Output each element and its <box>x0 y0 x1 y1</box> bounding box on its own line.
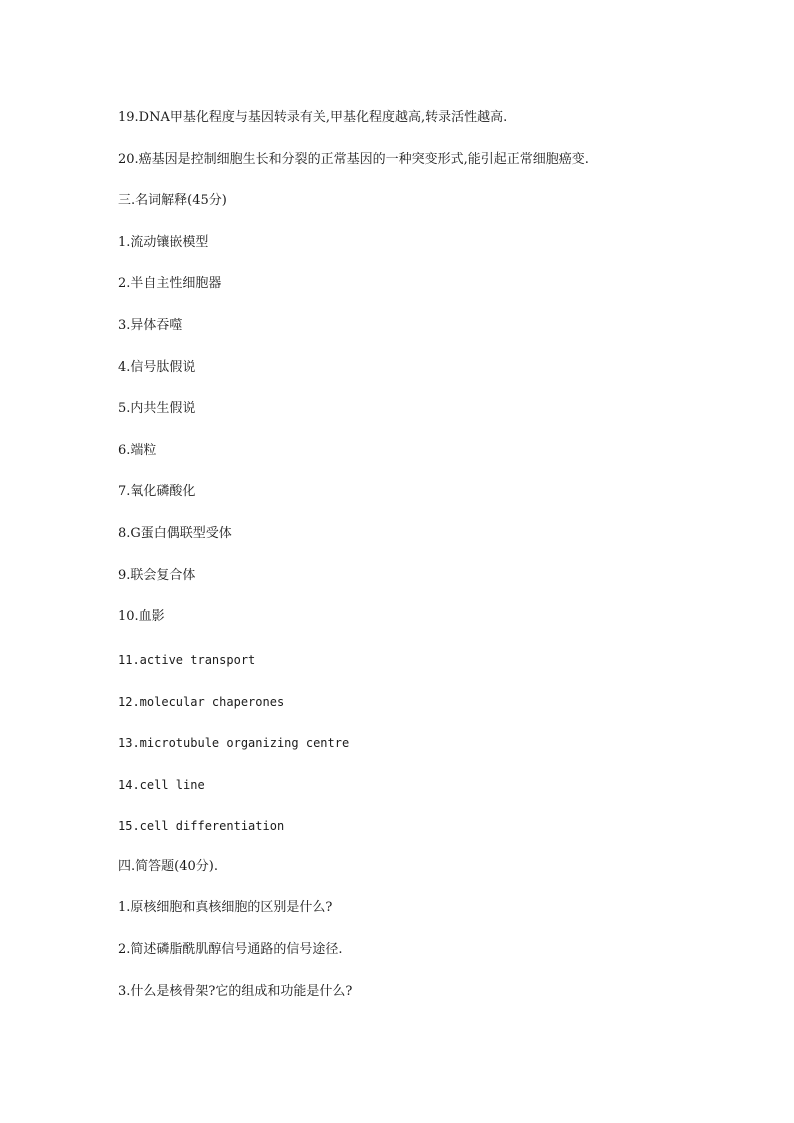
term-item: 9.联会复合体 <box>118 568 196 583</box>
term-item: 13.microtubule organizing centre <box>118 736 350 750</box>
term-item: 11.active transport <box>118 653 256 667</box>
question-item: 2.简述磷脂酰肌醇信号通路的信号途径. <box>118 942 343 957</box>
term-item: 6.端粒 <box>118 443 157 458</box>
term-item: 7.氧化磷酸化 <box>118 484 196 499</box>
term-item: 15.cell differentiation <box>118 819 285 833</box>
statement-20: 20.癌基因是控制细胞生长和分裂的正常基因的一种突变形式,能引起正常细胞癌变. <box>118 152 589 167</box>
term-item: 5.内共生假说 <box>118 401 196 416</box>
question-item: 3.什么是核骨架?它的组成和功能是什么? <box>118 984 353 999</box>
question-item: 1.原核细胞和真核细胞的区别是什么? <box>118 900 333 915</box>
term-item: 8.G蛋白偶联型受体 <box>118 526 232 541</box>
term-item: 1.流动镶嵌模型 <box>118 235 209 250</box>
term-item: 14.cell line <box>118 778 205 792</box>
term-item: 3.异体吞噬 <box>118 318 183 333</box>
section-4-heading: 四.简答题(40分). <box>118 859 218 874</box>
section-3-heading: 三.名词解释(45分) <box>118 193 227 208</box>
term-item: 12.molecular chaperones <box>118 695 285 709</box>
statement-19: 19.DNA甲基化程度与基因转录有关,甲基化程度越高,转录活性越高. <box>118 110 508 125</box>
term-item: 10.血影 <box>118 609 165 624</box>
term-item: 4.信号肽假说 <box>118 360 196 375</box>
term-item: 2.半自主性细胞器 <box>118 276 222 291</box>
